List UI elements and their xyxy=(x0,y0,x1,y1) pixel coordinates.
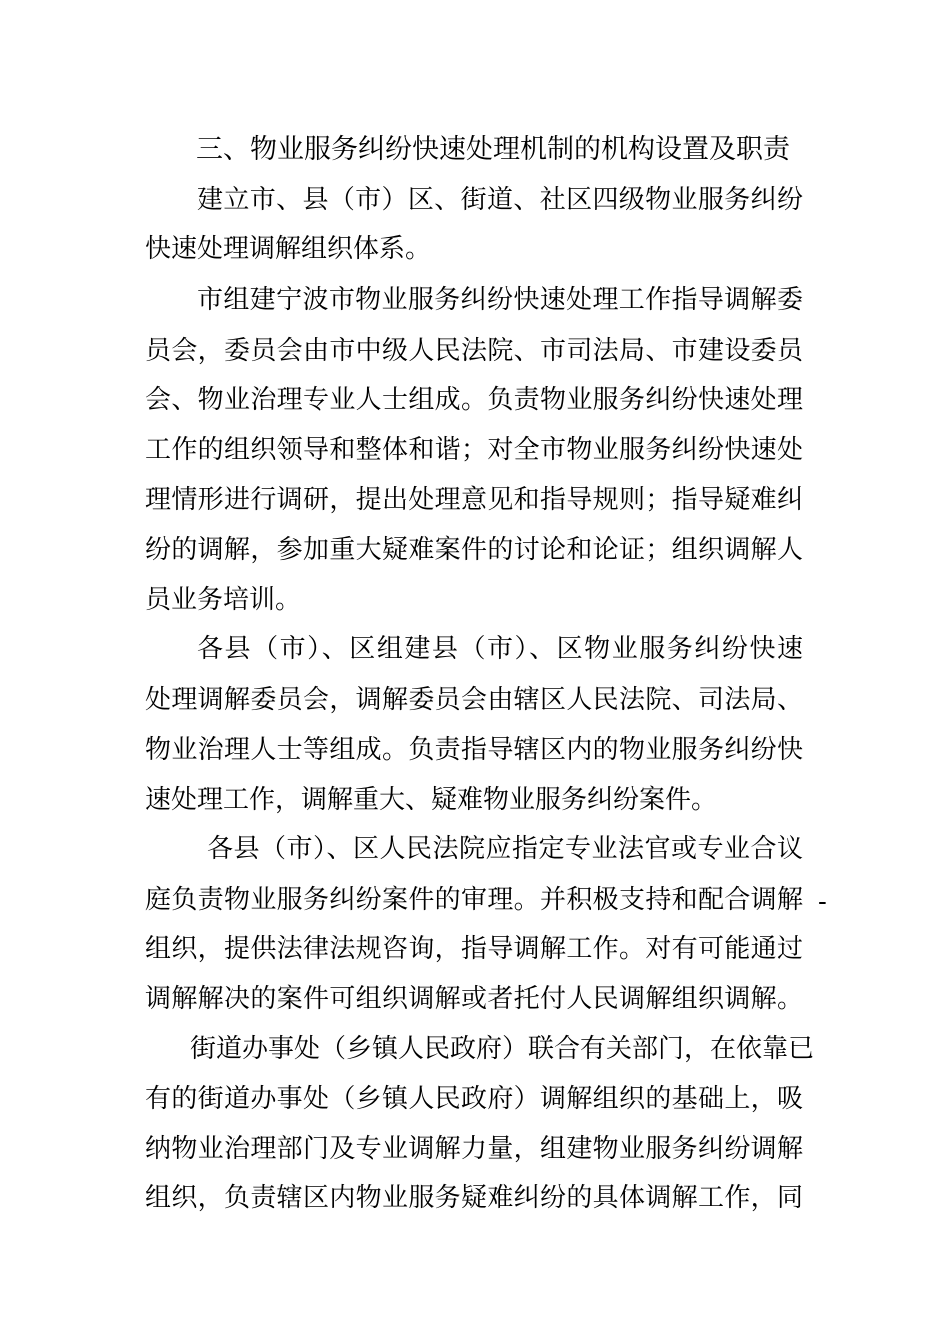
paragraph-4-line-1: 各县（市）、区人民法院应指定专业法官或专业合议 xyxy=(207,834,803,864)
paragraph-1-line-2: 快速处理调解组织体系。 xyxy=(145,234,432,264)
paragraph-1-line-1: 建立市、县（市）区、街道、社区四级物业服务纠纷 xyxy=(197,185,803,215)
paragraph-2-line-4: 工作的组织领导和整体和谐；对全市物业服务纠纷快速处 xyxy=(145,435,803,465)
paragraph-2-line-3: 会、物业治理专业人士组成。负责物业服务纠纷快速处理 xyxy=(145,385,803,415)
paragraph-2-line-6: 纷的调解，参加重大疑难案件的讨论和论证；组织调解人 xyxy=(145,535,803,565)
paragraph-3-line-4: 速处理工作，调解重大、疑难物业服务纠纷案件。 xyxy=(145,785,718,815)
paragraph-5-line-3: 纳物业治理部门及专业调解力量，组建物业服务纠纷调解 xyxy=(145,1134,803,1164)
paragraph-5-line-4: 组织，负责辖区内物业服务疑难纠纷的具体调解工作，同 xyxy=(145,1183,803,1213)
paragraph-5-line-2: 有的街道办事处（乡镇人民政府）调解组织的基础上，吸 xyxy=(145,1084,803,1114)
paragraph-4-line-2: 庭负责物业服务纠纷案件的审理。并积极支持和配合调解 xyxy=(145,885,803,915)
paragraph-5-line-1: 街道办事处（乡镇人民政府）联合有关部门，在依靠已 xyxy=(190,1034,815,1064)
margin-mark: - xyxy=(818,887,827,917)
paragraph-2-line-1: 市组建宁波市物业服务纠纷快速处理工作指导调解委 xyxy=(197,285,803,315)
paragraph-4-line-4: 调解解决的案件可组织调解或者托付人民调解组织调解。 xyxy=(145,984,803,1014)
paragraph-2-line-7: 员业务培训。 xyxy=(145,585,302,615)
paragraph-3-line-2: 处理调解委员会，调解委员会由辖区人民法院、司法局、 xyxy=(145,685,803,715)
paragraph-2-line-5: 理情形进行调研，提出处理意见和指导规则；指导疑难纠 xyxy=(145,485,803,515)
paragraph-2-line-2: 员会，委员会由市中级人民法院、市司法局、市建设委员 xyxy=(145,336,803,366)
paragraph-3-line-1: 各县（市）、区组建县（市）、区物业服务纠纷快速 xyxy=(197,634,803,664)
section-heading: 三、物业服务纠纷快速处理机制的机构设置及职责 xyxy=(196,134,790,165)
paragraph-4-line-3: 组织，提供法律法规咨询，指导调解工作。对有可能通过 xyxy=(145,934,803,964)
paragraph-3-line-3: 物业治理人士等组成。负责指导辖区内的物业服务纠纷快 xyxy=(145,735,803,765)
